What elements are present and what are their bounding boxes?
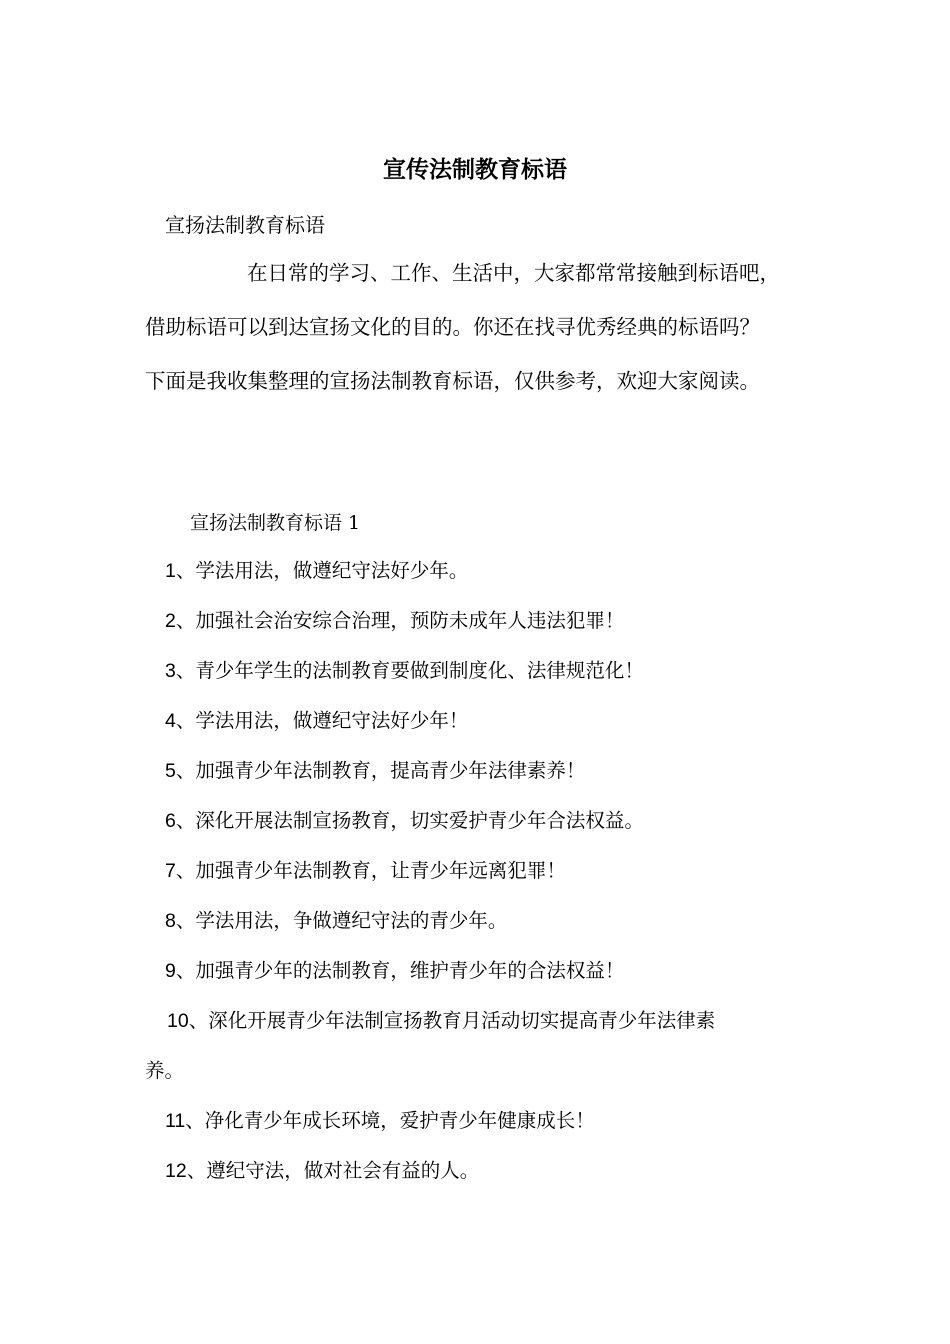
slogan-item [165,656,644,686]
slogan-text: 、遵纪守法，做对社会有益的人。 [186,1159,480,1182]
slogan-text: 、加强社会治安综合治理，预防未成年人违法犯罪！ [175,609,625,632]
slogan-item [167,1006,715,1036]
intro-paragraph [145,258,835,420]
slogan-item [165,756,585,786]
slogan-number: 2 [165,610,176,632]
slogan-item [165,856,566,886]
document-title: 宣传法制教育标语 [383,156,567,183]
slogan-text: 、加强青少年的法制教育，维护青少年的合法权益！ [175,959,625,982]
slogan-item [165,556,468,586]
slogan-text: 、青少年学生的法制教育要做到制度化、法律规范化！ [175,659,644,682]
slogan-number: 6 [165,810,176,832]
slogan-text: 、加强青少年法制教育，提高青少年法律素养！ [175,759,586,782]
slogan-number: 12 [165,1160,187,1182]
slogan-number: 10 [167,1010,189,1032]
slogan-item [165,1106,595,1136]
slogan-item [165,806,644,836]
slogan-text: 、加强青少年法制教育，让青少年远离犯罪！ [175,859,566,882]
slogan-number: 9 [165,960,176,982]
slogan-number: 1 [165,560,176,582]
slogan-item [165,706,468,736]
slogan-text: 、深化开展法制宣扬教育，切实爱护青少年合法权益。 [175,809,644,832]
slogan-item [165,906,507,936]
slogan-text: 、学法用法，做遵纪守法好少年。 [175,559,469,582]
slogan-text: 、学法用法，做遵纪守法好少年！ [175,709,469,732]
slogan-number: 7 [165,860,176,882]
document-subtitle: 宣扬法制教育标语 [165,213,325,237]
slogan-item [165,1156,479,1186]
slogan-number: 4 [165,710,176,732]
slogan-text: 、学法用法，争做遵纪守法的青少年。 [175,909,508,932]
intro-line: 借助标语可以到达宣扬文化的目的。你还在找寻优秀经典的标语吗？ [145,315,760,339]
slogan-number: 8 [165,910,176,932]
slogan-number: 3 [165,660,176,682]
slogan-item [165,606,624,636]
slogan-item-continuation: 养。 [145,1059,185,1082]
slogan-item [165,956,624,986]
slogan-text: 、净化青少年成长环境，爱护青少年健康成长！ [185,1109,595,1132]
slogan-number: 5 [165,760,176,782]
intro-line: 在日常的学习、工作、生活中，大家都常常接触到标语吧， [247,261,780,285]
slogan-text: 、深化开展青少年法制宣扬教育月活动切实提高青少年法律素 [188,1009,716,1032]
intro-line: 下面是我收集整理的宣扬法制教育标语，仅供参考，欢迎大家阅读。 [145,369,760,393]
slogan-number: 11 [165,1110,186,1132]
section-heading: 宣扬法制教育标语 1 [190,512,361,534]
